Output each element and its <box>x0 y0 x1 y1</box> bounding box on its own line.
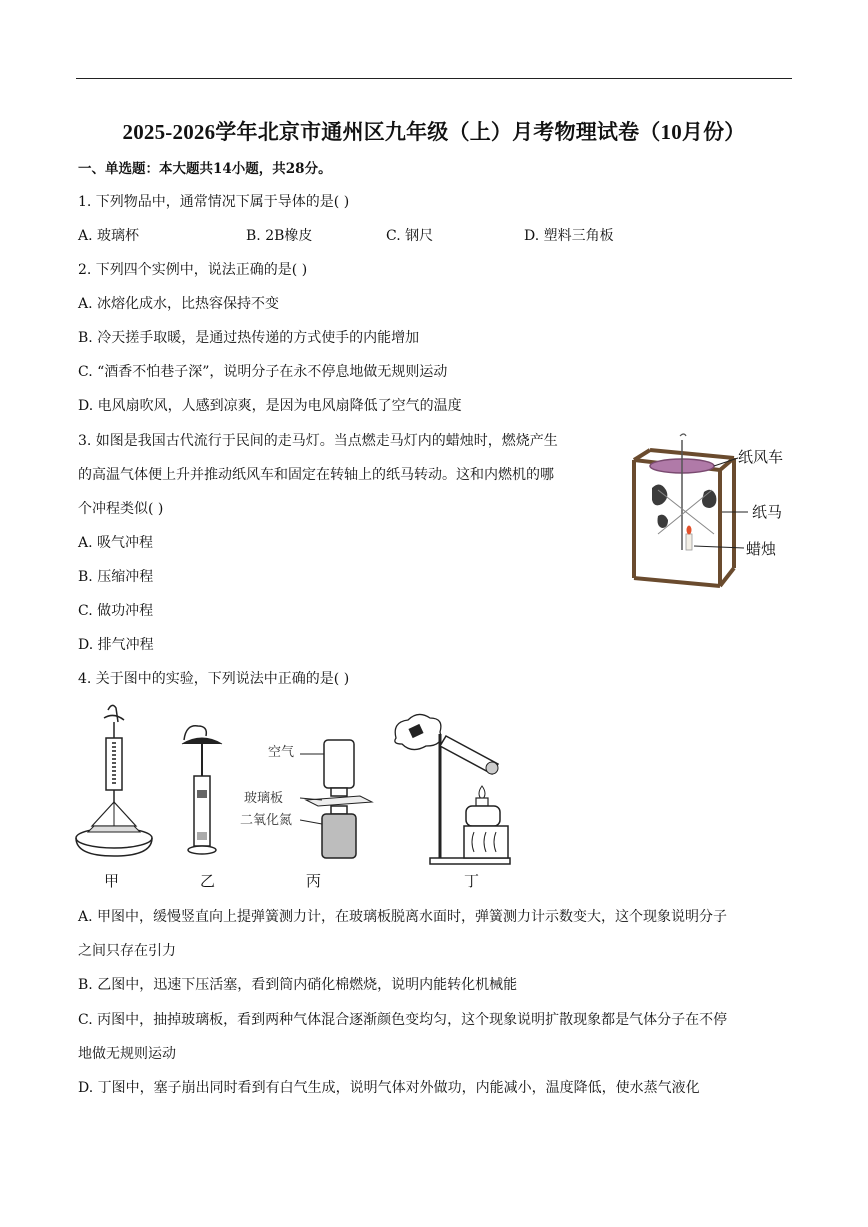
label-paper-horse: 纸马 <box>752 503 783 521</box>
q1-option-a: A. 玻璃杯 <box>78 228 140 244</box>
q4-option-c-line-1: C. 丙图中，抽掉玻璃板，看到两种气体混合逐渐颜色变均匀，这个现象说明扩散现象都是气体分子在不停 <box>78 1012 728 1028</box>
label-ding: 丁 <box>464 872 480 890</box>
q3-stem-line-3: 个冲程类似( ) <box>78 501 164 517</box>
q3-stem-line-2: 的高温气体便上升并推动纸风车和固定在转轴上的纸马转动。这和内燃机的哪 <box>78 467 554 483</box>
label-yi: 乙 <box>200 872 216 890</box>
label-candle: 蜡烛 <box>746 540 777 558</box>
q1-option-c: C. 钢尺 <box>386 228 434 244</box>
q4-option-d: D. 丁图中，塞子崩出同时看到有白气生成，说明气体对外做功，内能减小，温度降低，使水蒸气液化 <box>78 1080 700 1096</box>
q4-option-a-line-1: A. 甲图中，缓慢竖直向上提弹簧测力计，在玻璃板脱离水面时，弹簧测力计示数变大，这个现象说明分子 <box>78 909 728 925</box>
q1-option-b: B. 2B橡皮 <box>246 228 313 244</box>
section-heading: 一、单选题：本大题共14小题，共28分。 <box>78 161 332 177</box>
figure-ding-test-tube <box>390 712 520 867</box>
q1-option-d: D. 塑料三角板 <box>524 228 614 244</box>
q3-option-b: B. 压缩冲程 <box>78 569 154 585</box>
q1-stem: 1. 下列物品中，通常情况下属于导体的是( ) <box>78 194 350 210</box>
q2-option-a: A. 冰熔化成水，比热容保持不变 <box>78 296 280 312</box>
q3-option-c: C. 做功冲程 <box>78 603 154 619</box>
q2-option-c: C. “酒香不怕巷子深”，说明分子在永不停息地做无规则运动 <box>78 364 448 380</box>
page-title: 2025-2026学年北京市通州区九年级（上）月考物理试卷（10月份） <box>122 120 746 144</box>
figure-jia-spring-scale <box>74 702 164 867</box>
q2-option-d: D. 电风扇吹风，人感到凉爽，是因为电风扇降低了空气的温度 <box>78 398 462 414</box>
q4-option-b: B. 乙图中，迅速下压活塞，看到筒内硝化棉燃烧，说明内能转化机械能 <box>78 977 518 993</box>
q4-option-c-line-2: 地做无规则运动 <box>78 1046 176 1062</box>
q4-stem: 4. 关于图中的实验，下列说法中正确的是( ) <box>78 671 350 687</box>
header-rule <box>76 78 792 79</box>
figure-yi-fire-syringe <box>172 716 232 861</box>
q4-option-a-line-2: 之间只存在引力 <box>78 943 176 959</box>
label-air: 空气 <box>268 745 295 760</box>
label-jia: 甲 <box>104 872 120 890</box>
label-glass-plate: 玻璃板 <box>244 791 284 806</box>
label-paper-windmill: 纸风车 <box>738 448 784 466</box>
q3-option-a: A. 吸气冲程 <box>78 535 154 551</box>
figure-bing-gas-bottles <box>300 736 380 861</box>
q3-stem-line-1: 3. 如图是我国古代流行于民间的走马灯。当点燃走马灯内的蜡烛时，燃烧产生 <box>78 433 558 449</box>
label-nitrogen-dioxide: 二氧化氮 <box>240 813 293 828</box>
label-bing: 丙 <box>306 872 322 890</box>
q2-option-b: B. 冷天搓手取暖，是通过热传递的方式使手的内能增加 <box>78 330 420 346</box>
q2-stem: 2. 下列四个实例中，说法正确的是( ) <box>78 262 308 278</box>
q3-option-d: D. 排气冲程 <box>78 637 154 653</box>
